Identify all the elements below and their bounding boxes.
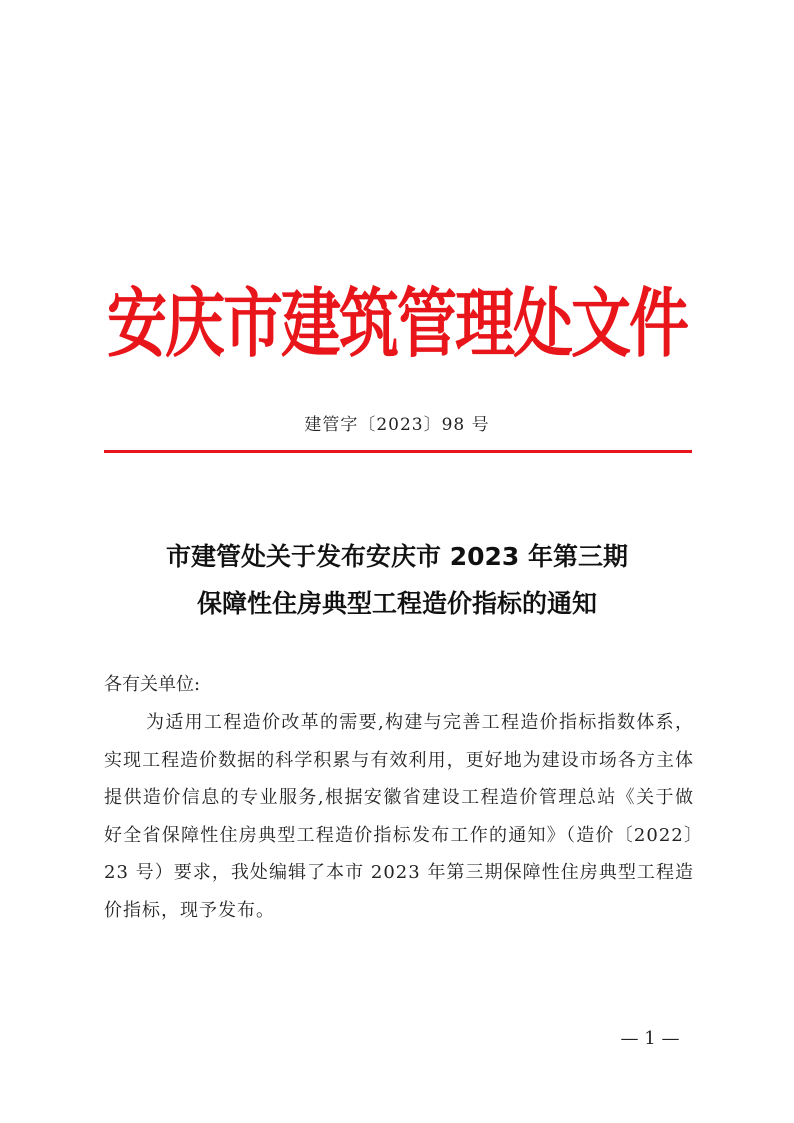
body-paragraph: 为适用工程造价改革的需要,构建与完善工程造价指标指数体系，实现工程造价数据的科学积累与有效利用，更好地为建设市场各方主体提供造价信息的专业服务,根据安徽省建设工程造价管理总站《关于做好全省保障性住房典型工程造价指标发布工作的通知》（造价〔2022〕23 号）要求，我处编辑了本市 2023 年第三期保障性住房典型工程造价指标，现予发布。	[104, 712, 694, 921]
red-divider-line	[104, 450, 692, 453]
salutation: 各有关单位:	[104, 674, 201, 695]
notice-title-line-1: 市建管处关于发布安庆市 2023 年第三期	[166, 542, 628, 571]
notice-title-line-2: 保障性住房典型工程造价指标的通知	[196, 589, 597, 618]
page-number: — 1 —	[620, 1028, 680, 1049]
document-masthead: 安庆市建筑管理处文件	[107, 280, 687, 368]
document-number: 建管字〔2023〕98 号	[304, 415, 490, 435]
